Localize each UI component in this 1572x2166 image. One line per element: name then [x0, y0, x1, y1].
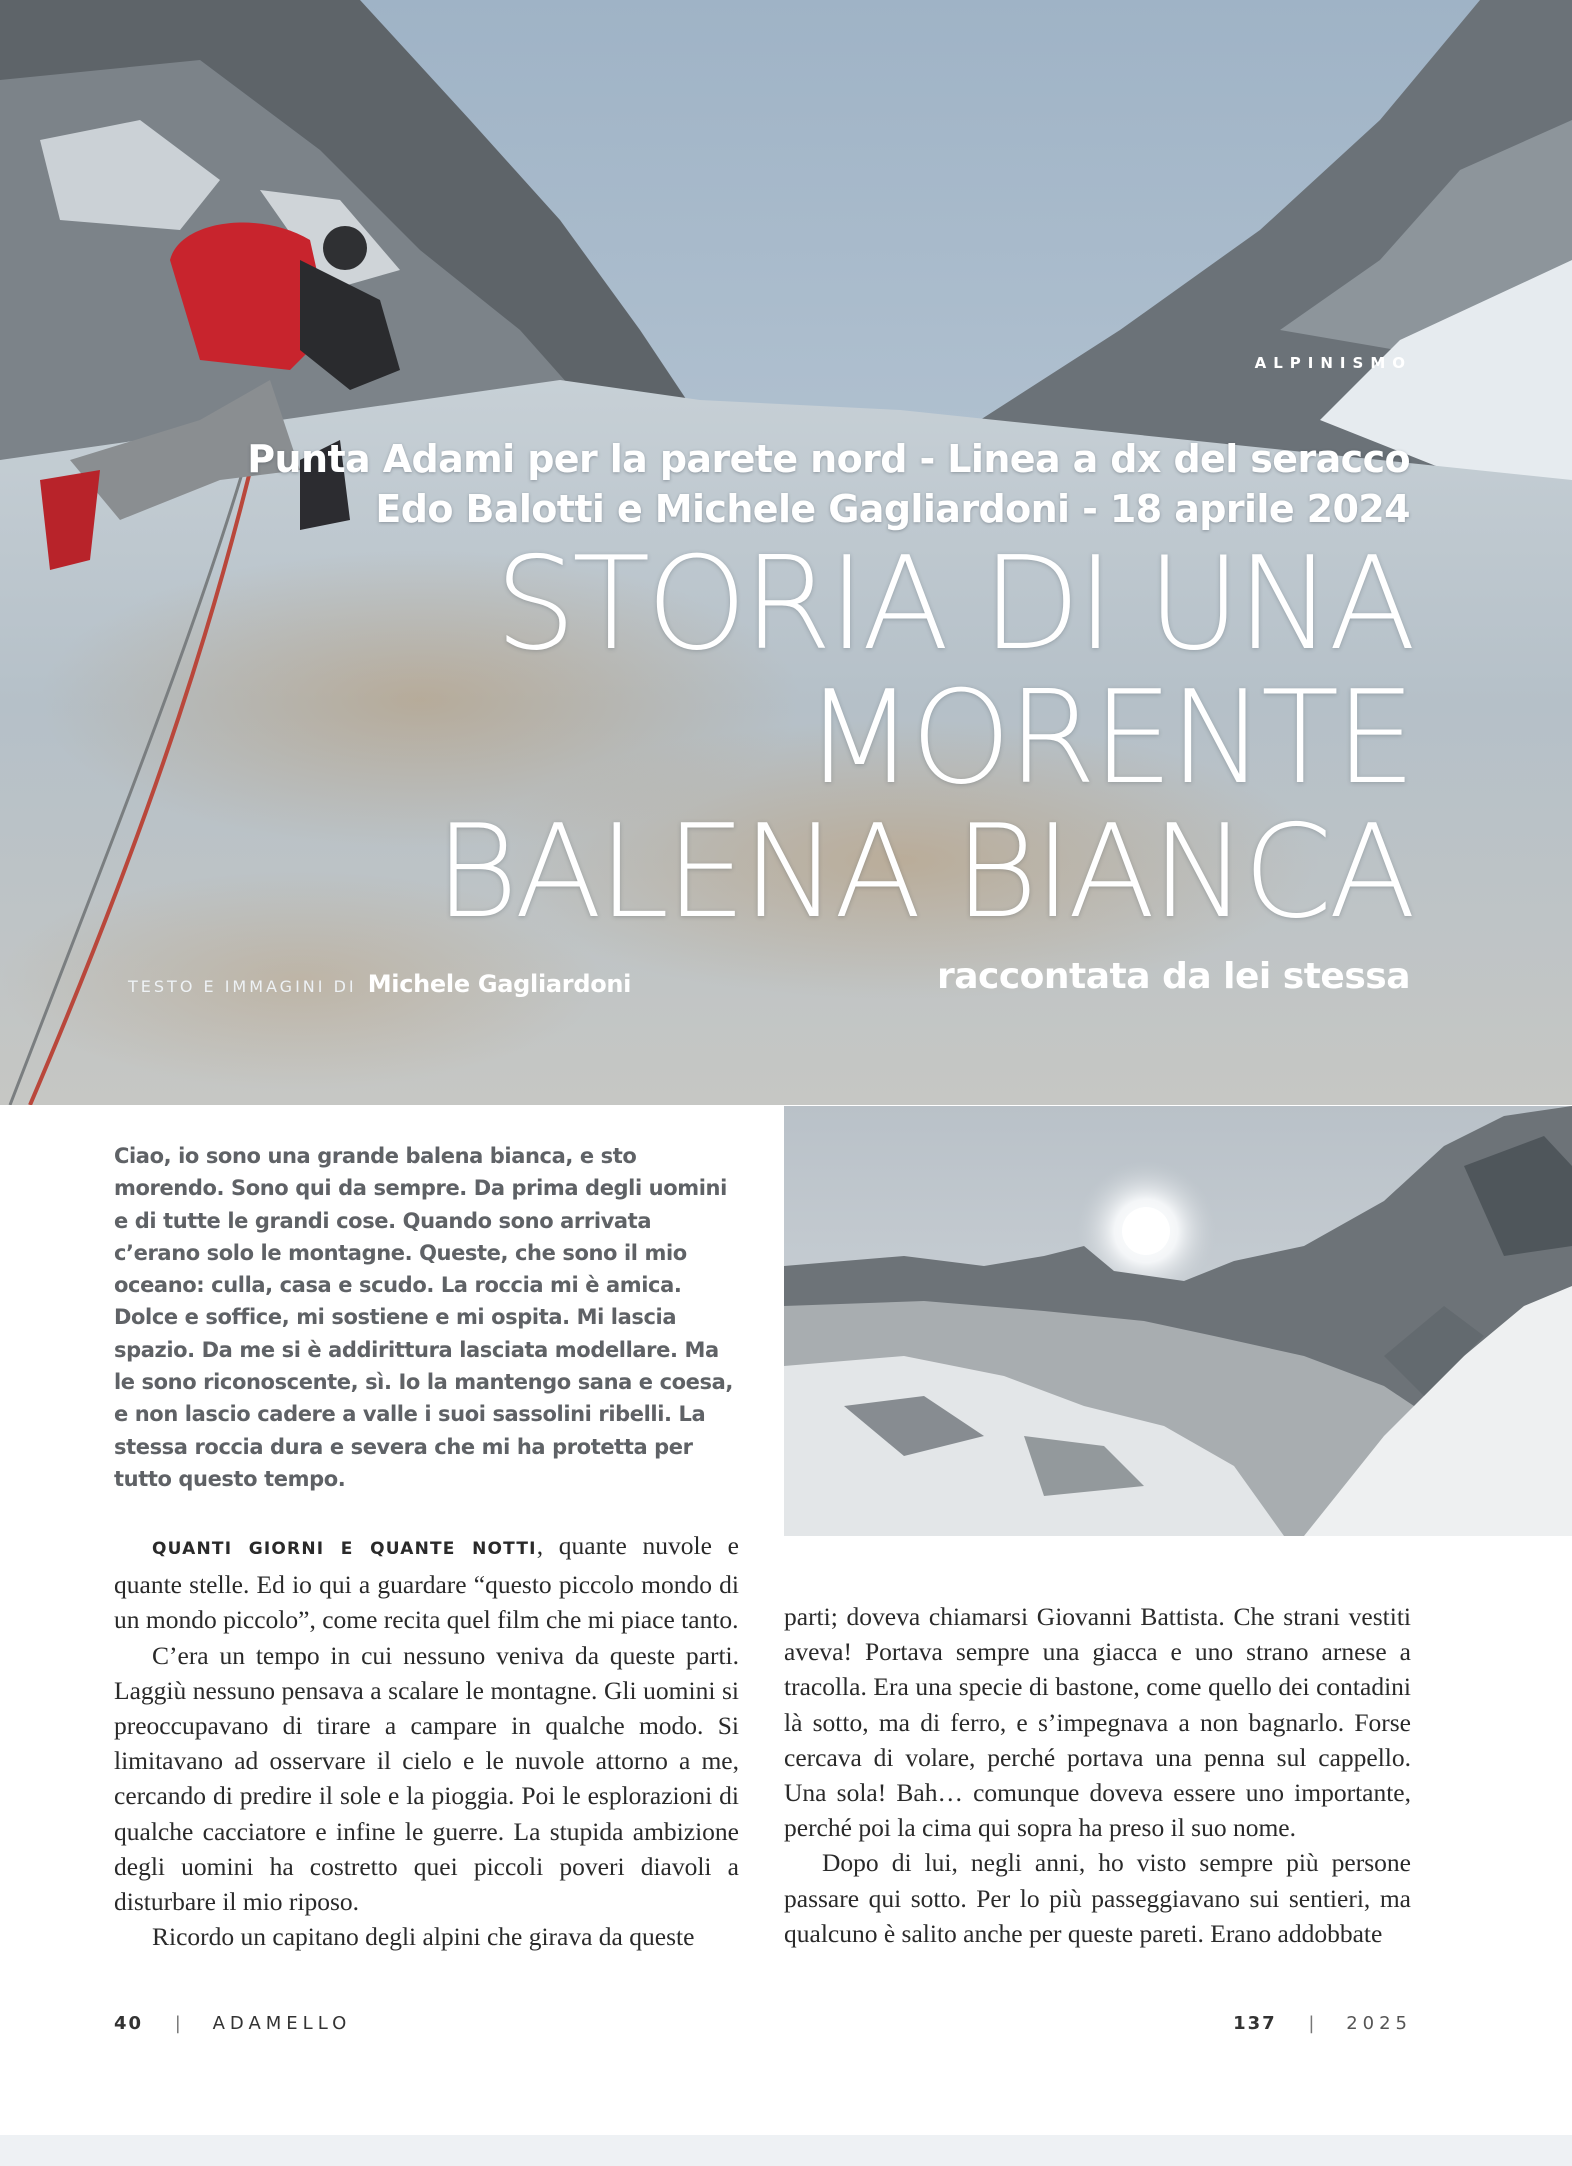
- author-name: Michele Gagliardoni: [367, 970, 632, 998]
- body-paragraph: C’era un tempo in cui nessuno veniva da queste parti. Laggiù nessuno pensava a scalare le montagne. Gli uomini si preoccupavano di tirare a campare in qualche modo. Si limitavano ad osservare il cielo e le nuvole attorno a me, cercando di predire il sole e la pioggia. Poi le esplorazioni di qualche cacciatore e infine le guerre. La stupida ambizione degli uomini ha costretto quei piccoli poveri diavoli a disturbare il mio riposo.: [114, 1640, 739, 1917]
- body-column-right: [784, 1599, 1411, 1951]
- folio-separator: |: [174, 2013, 181, 2034]
- bottom-strip: [0, 2135, 1572, 2166]
- article-title: [312, 530, 1412, 947]
- title-line: BALENA BIANCA: [434, 798, 1412, 947]
- drop-lead: QUANTI GIORNI E QUANTE NOTTI: [152, 1539, 537, 1559]
- body-paragraph: Ricordo un capitano degli alpini che girava da queste: [152, 1922, 695, 1952]
- body-text: , quante nuvole e quante stelle. Ed io qui a guardare “questo piccolo mondo di un mondo piccolo”, come recita quel film che mi piace tanto.: [114, 1531, 739, 1635]
- folio-right: [1233, 2013, 1412, 2034]
- route-subtitle: Punta Adami per la parete nord - Linea a dx del seracco: [247, 437, 1410, 481]
- folio-left: [114, 2013, 351, 2034]
- body-paragraph: [114, 1528, 739, 1638]
- issue-number: 137: [1233, 2013, 1277, 2034]
- section-label: ALPINISMO: [1254, 354, 1412, 372]
- mountain-photo-image: [784, 1106, 1572, 1536]
- team-subtitle: Edo Balotti e Michele Gagliardoni - 18 aprile 2024: [375, 487, 1410, 531]
- issue-year: 2025: [1346, 2013, 1412, 2034]
- title-line: MORENTE: [804, 664, 1412, 813]
- title-tagline: raccontata da lei stessa: [936, 956, 1410, 997]
- folio-separator: |: [1308, 2013, 1315, 2034]
- mountain-photo: [784, 1106, 1572, 1536]
- body-paragraph: parti; doveva chiamarsi Giovanni Battista. Che strani vestiti aveva! Portava sempre una giacca e uno strano arnese a tracolla. Era una specie di bastone, come quello dei contadini là sotto, ma di ferro, e s’impegnava a non bagnarlo. Forse cercava di volare, perché portava una penna sul cappello. Una sola! Bah… comunque doveva essere uno importante, perché poi la cima qui sopra ha preso il suo nome.: [784, 1602, 1411, 1843]
- lede-paragraph: Ciao, io sono una grande balena bianca, e sto morendo. Sono qui da sempre. Da prima degli uomini e di tutte le grandi cose. Quando sono arrivata c’erano solo le montagne. Queste, che sono il mio oceano: culla, casa e scudo. La roccia mi è amica. Dolce e soffice, mi sostiene e mi ospita. Mi lascia spazio. Da me si è addirittura lasciata modellare. Ma le sono riconoscente, sì. Io la mantengo sana e coesa, e non lascio cadere a valle i suoi sassolini ribelli. La stessa roccia dura e severa che mi ha protetta per tutto questo tempo.: [114, 1144, 733, 1491]
- magazine-name: ADAMELLO: [212, 2013, 352, 2034]
- author-credit: [128, 970, 631, 998]
- body-column-left: [114, 1528, 739, 1954]
- credit-label: TESTO E IMMAGINI DI: [128, 977, 357, 996]
- page-number: 40: [114, 2013, 144, 2034]
- title-line: STORIA DI UNA: [494, 530, 1412, 679]
- body-paragraph: Dopo di lui, negli anni, ho visto sempre più persone passare qui sotto. Per lo più passeggiavano sui sentieri, ma qualcuno è salito anche per queste pareti. Erano addobbate: [784, 1848, 1411, 1948]
